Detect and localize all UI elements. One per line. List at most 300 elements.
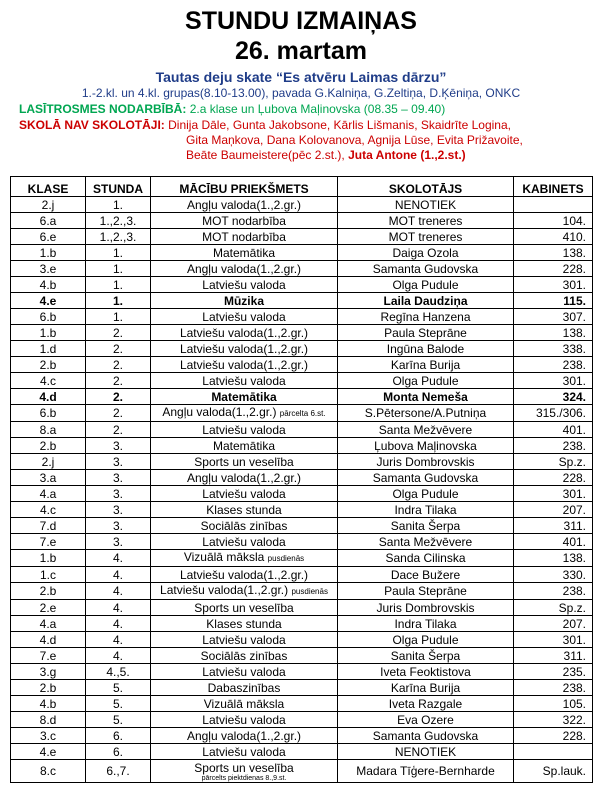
cell-room-text: 338.: [562, 341, 586, 356]
absent-teachers-line1: [19, 118, 511, 132]
cell-teacher-text: Olga Pudule: [392, 277, 459, 292]
table-row: [11, 245, 593, 261]
cell-class: [11, 197, 86, 213]
cell-room: [514, 197, 593, 213]
cell-subject-text: Latviešu valoda: [202, 309, 286, 324]
table-row: [11, 470, 593, 486]
cell-lesson-text: 6.: [112, 728, 123, 743]
cell-lesson-text: 5.: [112, 696, 123, 711]
cell-class: [11, 422, 86, 438]
cell-class: [11, 744, 86, 760]
cell-lesson-text: 1.: [112, 197, 123, 212]
cell-room: [514, 405, 593, 422]
cell-subject: [151, 309, 338, 325]
cell-lesson: [86, 309, 151, 325]
cell-subject: [151, 534, 338, 550]
cell-teacher-text: Ingūna Balode: [386, 341, 465, 356]
cell-teacher: [338, 373, 514, 389]
cell-subject-text: Sports un veselība: [194, 600, 294, 615]
cell-teacher-text: Indra Tilaka: [394, 616, 457, 631]
cell-room-text: 301.: [562, 277, 586, 292]
table-row: [11, 357, 593, 373]
column-header-class: KLASE: [11, 177, 86, 197]
table-row: [11, 389, 593, 405]
cell-class: [11, 680, 86, 696]
cell-subject-text: Latviešu valoda(1.,2.gr.): [179, 341, 309, 356]
reading-text: 2.a klase un Ļubova Maļinovska (08.35 – 09.40): [189, 102, 446, 116]
cell-subject: [151, 744, 338, 760]
cell-lesson-text: 2.: [112, 325, 123, 340]
cell-subject: [151, 438, 338, 454]
table-row: [11, 261, 593, 277]
cell-class: [11, 277, 86, 293]
cell-class-text: 4.b: [39, 277, 57, 292]
cell-room: [514, 518, 593, 534]
cell-teacher-text: Sanita Šerpa: [390, 648, 461, 663]
cell-subject-text: Latviešu valoda(1.,2.gr.): [179, 325, 309, 340]
cell-teacher: [338, 245, 514, 261]
cell-lesson-text: 3.: [112, 502, 123, 517]
cell-class-text: 3.g: [39, 664, 57, 679]
cell-teacher: [338, 632, 514, 648]
cell-class-text: 4.a: [39, 486, 57, 501]
cell-teacher: [338, 664, 514, 680]
cell-room-text: 228.: [562, 728, 586, 743]
cell-room-text: 301.: [562, 632, 586, 647]
table-row: [11, 341, 593, 357]
cell-room-text: 115.: [563, 293, 586, 308]
cell-class: [11, 309, 86, 325]
cell-teacher: [338, 389, 514, 405]
cell-lesson: [86, 744, 151, 760]
cell-lesson: [86, 389, 151, 405]
cell-teacher-text: Sanita Šerpa: [390, 518, 461, 533]
cell-class: [11, 550, 86, 567]
absent-names-1: Dinija Dāle, Gunta Jakobsone, Kārlis Lišmanis, Skaidrīte Logina,: [168, 118, 511, 132]
table-row: [11, 567, 593, 583]
cell-subject: [151, 680, 338, 696]
cell-teacher-text: Karīna Burija: [390, 680, 461, 695]
cell-lesson-text: 5.: [112, 680, 123, 695]
cell-room: [514, 422, 593, 438]
cell-class-text: 3.a: [39, 470, 57, 485]
cell-room: [514, 213, 593, 229]
cell-subject-text: Sports un veselība: [194, 760, 294, 775]
cell-lesson: [86, 373, 151, 389]
cell-subject-text: MOT nodarbība: [202, 229, 286, 244]
cell-lesson-text: 1.,2.,3.: [99, 213, 137, 228]
cell-subject-text: Angļu valoda(1.,2.gr.): [162, 405, 277, 419]
cell-subject: [151, 502, 338, 518]
absent-label: SKOLĀ NAV SKOLOTĀJI:: [19, 118, 165, 132]
table-row: [11, 712, 593, 728]
cell-subject-text: Latviešu valoda(1.,2.gr.): [179, 567, 309, 582]
cell-class: [11, 389, 86, 405]
column-header-lesson: STUNDA: [86, 177, 151, 197]
cell-room: [514, 309, 593, 325]
cell-lesson-text: 2.: [112, 341, 123, 356]
subject-note: pārcelta 6.st.: [279, 409, 326, 418]
table-row: [11, 534, 593, 550]
cell-class: [11, 664, 86, 680]
cell-lesson: [86, 632, 151, 648]
cell-lesson: [86, 728, 151, 744]
cell-room-text: 238.: [562, 438, 586, 453]
table-row: [11, 213, 593, 229]
cell-room-text: 401.: [562, 534, 586, 549]
cell-subject: [151, 664, 338, 680]
table-row: [11, 405, 593, 422]
festival-groups: 1.-2.kl. un 4.kl. grupas(8.10-13.00), pavada G.Kalniņa, G.Zeltiņa, D.Ķēniņa, ONKC: [81, 86, 521, 100]
cell-teacher: [338, 712, 514, 728]
cell-room-text: Sp.z.: [558, 600, 586, 615]
cell-teacher-text: Paula Steprāne: [384, 584, 467, 598]
cell-teacher: [338, 486, 514, 502]
table-row: [11, 728, 593, 744]
cell-class-text: 7.d: [39, 518, 57, 533]
cell-room-text: 238.: [562, 680, 586, 695]
cell-subject: [151, 341, 338, 357]
cell-lesson: [86, 454, 151, 470]
cell-subject-text: Matemātika: [212, 438, 276, 453]
cell-class-text: 6.a: [39, 213, 57, 228]
cell-class-text: 6.b: [39, 406, 57, 420]
cell-class-text: 2.b: [39, 584, 57, 598]
cell-lesson: [86, 245, 151, 261]
cell-class-text: 1.c: [39, 567, 56, 582]
cell-teacher: [338, 600, 514, 616]
cell-room-text: 238.: [562, 584, 586, 598]
cell-class: [11, 712, 86, 728]
cell-lesson-text: 2.: [112, 373, 123, 388]
cell-subject: [151, 213, 338, 229]
table-row: [11, 760, 593, 783]
cell-subject-text: MOT nodarbība: [202, 213, 286, 228]
cell-teacher-text: Olga Pudule: [392, 486, 459, 501]
cell-room-text: Sp.z.: [558, 454, 586, 469]
cell-lesson-text: 6.,7.: [106, 764, 130, 778]
cell-subject-text: Angļu valoda(1.,2.gr.): [186, 197, 302, 212]
cell-class: [11, 486, 86, 502]
cell-room-text: 104.: [562, 213, 586, 228]
cell-teacher: [338, 470, 514, 486]
cell-class-text: 1.b: [39, 551, 57, 565]
table-row: [11, 518, 593, 534]
table-header-row: [11, 177, 593, 197]
cell-subject-text: Sociālās zinības: [200, 518, 288, 533]
cell-subject: [151, 325, 338, 341]
cell-class: [11, 696, 86, 712]
cell-lesson: [86, 567, 151, 583]
cell-room-text: 138.: [562, 325, 586, 340]
cell-lesson: [86, 277, 151, 293]
cell-lesson: [86, 664, 151, 680]
cell-teacher-text: Madara Tīģere-Bernharde: [356, 764, 495, 778]
cell-teacher-text: Paula Steprāne: [384, 325, 467, 340]
cell-teacher: [338, 744, 514, 760]
cell-lesson-text: 3.: [112, 486, 123, 501]
cell-teacher-text: Iveta Feoktistova: [380, 664, 471, 679]
cell-teacher-text: Olga Pudule: [392, 373, 459, 388]
cell-class-text: 2.b: [39, 680, 57, 695]
cell-subject-text: Vizuālā māksla: [203, 696, 285, 711]
cell-teacher-text: Regīna Hanzena: [380, 309, 471, 324]
cell-lesson: [86, 486, 151, 502]
cell-room: [514, 567, 593, 583]
cell-lesson-text: 1.: [112, 245, 123, 260]
cell-teacher: [338, 648, 514, 664]
cell-room: [514, 616, 593, 632]
cell-subject-text: Mūzika: [223, 293, 264, 308]
cell-room-text: 228.: [562, 470, 586, 485]
cell-class: [11, 616, 86, 632]
cell-class: [11, 373, 86, 389]
cell-class: [11, 213, 86, 229]
cell-class: [11, 438, 86, 454]
cell-subject-text: Latviešu valoda: [202, 664, 286, 679]
cell-subject: [151, 712, 338, 728]
table-row: [11, 197, 593, 213]
festival-notice: Tautas deju skate “Es atvēru Laimas dārzu”: [155, 69, 447, 85]
cell-class-text: 4.d: [39, 389, 57, 404]
cell-class-text: 8.a: [39, 422, 57, 437]
cell-lesson-text: 2.: [112, 357, 123, 372]
cell-teacher-text: Santa Mežvēvere: [378, 422, 473, 437]
table-row: [11, 486, 593, 502]
absent-teachers-line3: [186, 148, 466, 162]
cell-class: [11, 567, 86, 583]
cell-class: [11, 600, 86, 616]
cell-teacher-text: Juris Dombrovskis: [376, 454, 475, 469]
cell-room: [514, 696, 593, 712]
cell-class-text: 2.e: [39, 600, 57, 615]
table-row: [11, 680, 593, 696]
cell-subject-text: Latviešu valoda: [202, 744, 286, 759]
cell-subject-text: Angļu valoda(1.,2.gr.): [186, 728, 302, 743]
cell-room-text: 138.: [562, 551, 586, 565]
cell-subject-text: Latviešu valoda: [202, 277, 286, 292]
cell-teacher: [338, 341, 514, 357]
cell-teacher-text: NENOTIEK: [394, 744, 457, 759]
cell-room-text: 235.: [562, 664, 586, 679]
column-header-room: KABINETS: [514, 177, 593, 197]
cell-lesson-text: 3.: [112, 470, 123, 485]
cell-teacher-text: NENOTIEK: [394, 197, 457, 212]
cell-teacher-text: Indra Tilaka: [394, 502, 457, 517]
cell-teacher-text: S.Pētersone/A.Putniņa: [364, 406, 487, 420]
cell-subject: [151, 454, 338, 470]
cell-subject: [151, 261, 338, 277]
cell-teacher-text: Santa Mežvēvere: [378, 534, 473, 549]
cell-room-text: 301.: [562, 373, 586, 388]
cell-class-text: 2.b: [39, 357, 57, 372]
cell-lesson-text: 1.: [112, 293, 123, 308]
cell-subject: [151, 389, 338, 405]
cell-subject: [151, 293, 338, 309]
cell-room: [514, 470, 593, 486]
cell-subject-text: Latviešu valoda: [202, 486, 286, 501]
cell-lesson-text: 4.: [112, 567, 123, 582]
cell-teacher: [338, 454, 514, 470]
cell-teacher-text: Juris Dombrovskis: [376, 600, 475, 615]
table-row: [11, 583, 593, 600]
cell-subject: [151, 486, 338, 502]
cell-class-text: 3.e: [39, 261, 57, 276]
table-row: [11, 696, 593, 712]
cell-teacher: [338, 550, 514, 567]
cell-class-text: 4.a: [39, 616, 57, 631]
cell-subject-text: Latviešu valoda: [202, 422, 286, 437]
cell-room: [514, 357, 593, 373]
cell-teacher-text: Laila Daudziņa: [383, 293, 468, 308]
cell-subject: [151, 550, 338, 567]
cell-teacher: [338, 438, 514, 454]
cell-class-text: 1.b: [39, 245, 57, 260]
cell-room-text: 238.: [562, 357, 586, 372]
cell-teacher: [338, 357, 514, 373]
cell-class-text: 4.d: [39, 632, 57, 647]
cell-teacher: [338, 405, 514, 422]
table-row: [11, 277, 593, 293]
cell-room-text: 301.: [562, 486, 586, 501]
table-row: [11, 664, 593, 680]
cell-lesson-text: 4.: [112, 551, 123, 565]
cell-subject: [151, 518, 338, 534]
cell-room: [514, 534, 593, 550]
cell-teacher: [338, 760, 514, 783]
cell-room: [514, 760, 593, 783]
cell-teacher-text: Samanta Gudovska: [372, 470, 479, 485]
table-row: [11, 502, 593, 518]
cell-lesson: [86, 518, 151, 534]
cell-lesson: [86, 229, 151, 245]
cell-room: [514, 502, 593, 518]
cell-room-text: 311.: [563, 518, 586, 533]
cell-room: [514, 261, 593, 277]
cell-room-text: 315./306.: [535, 406, 586, 420]
cell-subject: [151, 470, 338, 486]
cell-lesson-text: 4.: [112, 584, 123, 598]
cell-room: [514, 600, 593, 616]
cell-teacher-text: Eva Ozere: [397, 712, 454, 727]
table-row: [11, 325, 593, 341]
cell-teacher: [338, 229, 514, 245]
table-row: [11, 293, 593, 309]
table-row: [11, 632, 593, 648]
cell-class: [11, 632, 86, 648]
cell-teacher: [338, 213, 514, 229]
cell-lesson-text: 4.: [112, 616, 123, 631]
cell-subject: [151, 229, 338, 245]
cell-subject: [151, 616, 338, 632]
cell-lesson: [86, 213, 151, 229]
cell-lesson: [86, 197, 151, 213]
cell-subject-text: Latviešu valoda(1.,2.gr.): [160, 583, 289, 597]
table-row: [11, 438, 593, 454]
cell-class: [11, 534, 86, 550]
cell-lesson: [86, 325, 151, 341]
cell-subject-text: Matemātika: [212, 245, 276, 260]
cell-class: [11, 728, 86, 744]
table-row: [11, 744, 593, 760]
cell-class: [11, 454, 86, 470]
cell-class-text: 4.c: [39, 373, 56, 388]
table-body: [11, 197, 593, 783]
reading-label: LASĪTROSMES NODARBĪBĀ:: [19, 102, 187, 116]
cell-teacher: [338, 680, 514, 696]
cell-subject-text: Dabaszinības: [207, 680, 281, 695]
cell-room-text: 138.: [562, 245, 586, 260]
cell-class-text: 7.e: [39, 534, 57, 549]
cell-lesson-text: 4.: [112, 648, 123, 663]
cell-subject: [151, 373, 338, 389]
cell-subject: [151, 760, 338, 783]
cell-lesson: [86, 583, 151, 600]
cell-class-text: 8.d: [39, 712, 57, 727]
page-title: STUNDU IZMAIŅAS: [185, 7, 417, 35]
cell-lesson-text: 4.,5.: [106, 664, 130, 679]
cell-teacher-text: Monta Nemeša: [383, 389, 468, 404]
cell-teacher: [338, 728, 514, 744]
cell-room: [514, 229, 593, 245]
cell-teacher-text: Olga Pudule: [392, 632, 459, 647]
cell-teacher: [338, 567, 514, 583]
cell-subject: [151, 277, 338, 293]
cell-class-text: 6.e: [39, 229, 57, 244]
cell-lesson-text: 6.: [112, 744, 123, 759]
cell-lesson-text: 5.: [112, 712, 123, 727]
table-row: [11, 373, 593, 389]
cell-room-text: 207.: [562, 502, 586, 517]
cell-subject: [151, 632, 338, 648]
cell-room: [514, 680, 593, 696]
cell-teacher-text: Samanta Gudovska: [372, 728, 479, 743]
cell-class-text: 6.b: [39, 309, 57, 324]
cell-room: [514, 583, 593, 600]
cell-teacher-text: MOT treneres: [388, 213, 463, 228]
cell-lesson-text: 2.: [112, 389, 123, 404]
cell-lesson: [86, 534, 151, 550]
cell-class: [11, 405, 86, 422]
cell-room-text: 307.: [562, 309, 586, 324]
cell-subject-text: Sports un veselība: [194, 454, 294, 469]
cell-teacher: [338, 534, 514, 550]
cell-room-text: 324.: [562, 389, 586, 404]
subject-note-below: pārcelts piektdienas 8.,9.st.: [201, 774, 287, 782]
cell-room: [514, 712, 593, 728]
cell-lesson: [86, 696, 151, 712]
table-row: [11, 422, 593, 438]
cell-subject: [151, 405, 338, 422]
cell-subject: [151, 197, 338, 213]
cell-class-text: 1.b: [39, 325, 57, 340]
cell-room: [514, 438, 593, 454]
cell-room-text: 330.: [562, 567, 586, 582]
cell-teacher-text: Dace Bužere: [390, 567, 461, 582]
cell-class: [11, 325, 86, 341]
cell-teacher: [338, 616, 514, 632]
cell-subject-text: Angļu valoda(1.,2.gr.): [186, 261, 302, 276]
cell-teacher: [338, 583, 514, 600]
cell-subject: [151, 728, 338, 744]
cell-teacher: [338, 422, 514, 438]
cell-lesson: [86, 616, 151, 632]
cell-subject-text: Latviešu valoda: [202, 534, 286, 549]
cell-room-text: 228.: [562, 261, 586, 276]
cell-subject-text: Matemātika: [211, 389, 277, 404]
cell-class: [11, 760, 86, 783]
table-row: [11, 229, 593, 245]
